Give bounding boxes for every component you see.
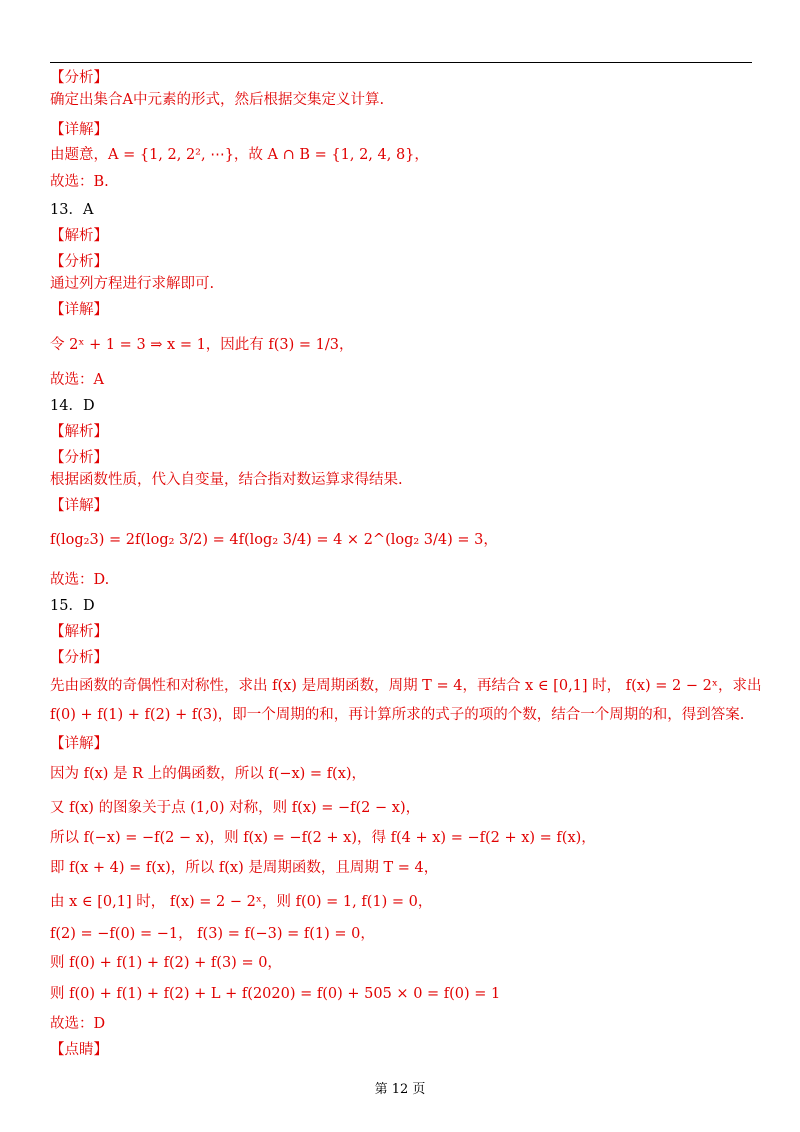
section-detail: 【详解】 xyxy=(50,736,108,752)
page-number: 第 12 页 xyxy=(374,1082,426,1097)
text-line-34: 故选：D xyxy=(50,1016,106,1032)
text-line-29: 即 f(x + 4) = f(x)，所以 f(x) 是周期函数，且周期 T = 4， xyxy=(50,860,439,876)
answer-15: 15．D xyxy=(50,598,95,614)
section-solution: 【解析】 xyxy=(50,424,108,440)
section-remark: 【点睛】 xyxy=(50,1042,108,1058)
section-solution: 【解析】 xyxy=(50,624,108,640)
section-analysis: 【分析】 xyxy=(50,70,108,86)
text-line-33: 则 f(0) + f(1) + f(2) + L + f(2020) = f(0) + 505 × 0 = f(0) = 1 xyxy=(50,986,501,1002)
section-analysis: 【分析】 xyxy=(50,650,108,666)
text-line-26: 因为 f(x) 是 R 上的偶函数，所以 f(−x) = f(x)， xyxy=(50,766,367,782)
text-line-27: 又 f(x) 的图象关于点 (1,0) 对称，则 f(x) = −f(2 − x)， xyxy=(50,800,421,816)
section-analysis: 【分析】 xyxy=(50,450,108,466)
text-line-9: 通过列方程进行求解即可. xyxy=(50,276,215,292)
answer-14: 14．D xyxy=(50,398,95,414)
text-line-32: 则 f(0) + f(1) + f(2) + f(3) = 0， xyxy=(50,955,282,971)
section-detail: 【详解】 xyxy=(50,122,108,138)
text-line-19: 故选：D. xyxy=(50,572,110,588)
text-line-4: 由题意，A = {1, 2, 2², ⋯}，故 A ∩ B = {1, 2, 4, 8}， xyxy=(50,147,429,163)
text-line-11: 令 2ˣ + 1 = 3 ⇒ x = 1，因此有 f(3) = 1/3， xyxy=(50,337,354,353)
text-line-28: 所以 f(−x) = −f(2 − x)，则 f(x) = −f(2 + x)，得 f(4 + x) = −f(2 + x) = f(x)， xyxy=(50,830,596,846)
section-analysis: 【分析】 xyxy=(50,254,108,270)
section-solution: 【解析】 xyxy=(50,228,108,244)
text-line-31: f(2) = −f(0) = −1， f(3) = f(−3) = f(1) = 0， xyxy=(50,926,375,942)
text-line-24: f(0) + f(1) + f(2) + f(3)，即一个周期的和，再计算所求的式子的项的个数，结合一个周期的和，得到答案. xyxy=(50,707,745,723)
text-line-12: 故选：A xyxy=(50,372,104,388)
answer-13: 13．A xyxy=(50,202,94,218)
text-line-16: 根据函数性质，代入自变量，结合指对数运算求得结果. xyxy=(50,472,403,488)
text-line-18: f(log₂3) = 2f(log₂ 3/2) = 4f(log₂ 3/4) = 4 × 2^(log₂ 3/4) = 3， xyxy=(50,532,498,548)
text-line-30: 由 x ∈ [0,1] 时， f(x) = 2 − 2ˣ，则 f(0) = 1, f(1) = 0， xyxy=(50,894,433,910)
text-line-23: 先由函数的奇偶性和对称性，求出 f(x) 是周期函数，周期 T = 4，再结合 x ∈ [0,1] 时， f(x) = 2 − 2ˣ，求出 xyxy=(50,678,762,694)
text-line-5: 故选：B. xyxy=(50,174,109,190)
text-line-2: 确定出集合A中元素的形式，然后根据交集定义计算. xyxy=(50,92,385,108)
section-detail: 【详解】 xyxy=(50,498,108,514)
header-rule xyxy=(50,62,752,63)
section-detail: 【详解】 xyxy=(50,302,108,318)
